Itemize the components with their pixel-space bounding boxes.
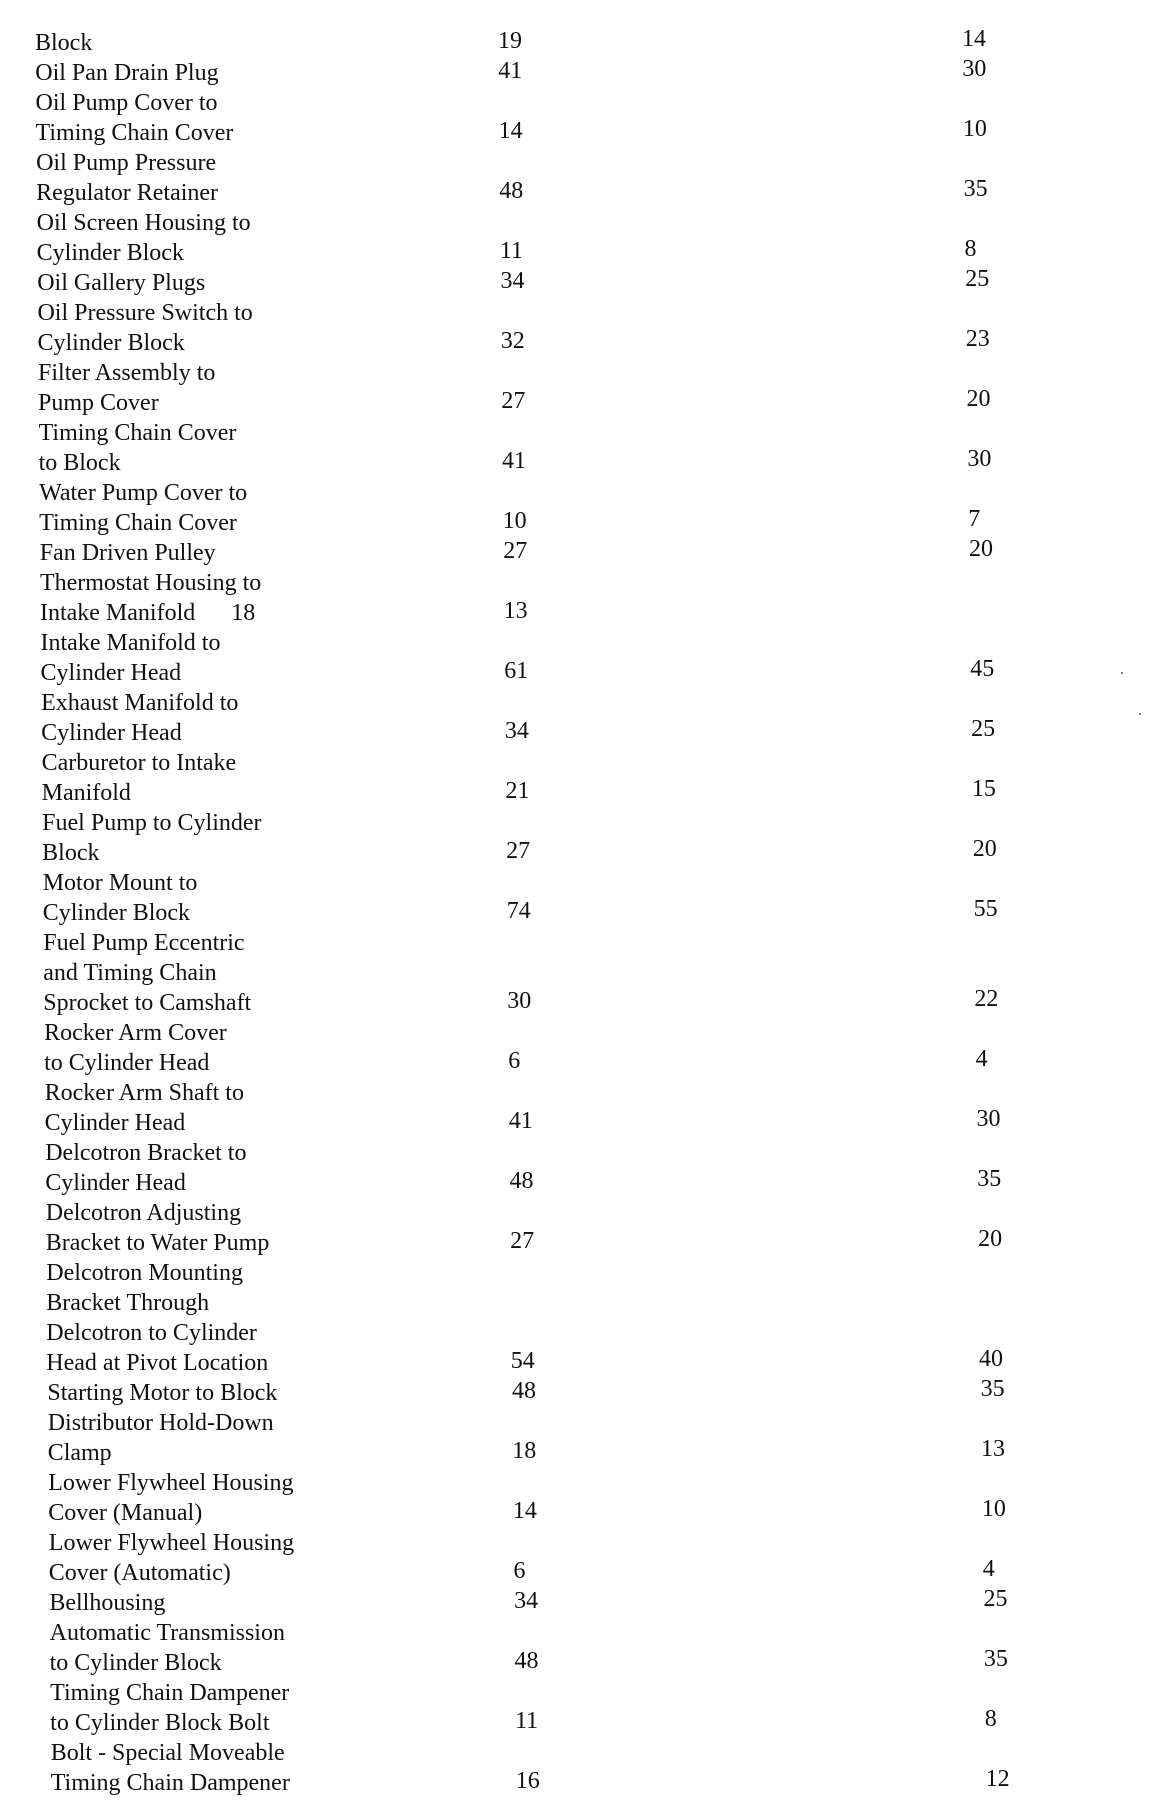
component-label xyxy=(40,538,216,568)
component-label-line: Oil Screen Housing to xyxy=(36,210,251,236)
component-label xyxy=(36,148,218,208)
spec-row xyxy=(0,478,1152,538)
torque-metric-value: 30 xyxy=(507,988,532,1014)
torque-english-value: 40 xyxy=(978,1346,1003,1372)
component-label xyxy=(40,568,261,628)
torque-english-value: 8 xyxy=(984,1706,997,1732)
component-label-line: Manifold xyxy=(41,780,131,806)
spec-row xyxy=(0,808,1152,868)
spec-row xyxy=(0,1468,1152,1528)
torque-metric-value: 14 xyxy=(512,1498,537,1524)
component-label-line: Cylinder Head xyxy=(41,720,182,746)
component-label xyxy=(41,688,238,748)
torque-metric-value: 14 xyxy=(498,118,523,144)
component-label xyxy=(35,28,92,58)
component-label-line: Oil Gallery Plugs xyxy=(37,270,206,296)
component-label xyxy=(35,58,218,88)
component-label xyxy=(49,1588,165,1618)
component-label-line: Motor Mount to xyxy=(42,870,198,896)
component-label-line: Cover (Manual) xyxy=(48,1500,203,1526)
torque-english-value: 35 xyxy=(983,1646,1008,1672)
component-label xyxy=(36,88,234,148)
torque-english-value: 15 xyxy=(971,776,996,802)
component-label xyxy=(48,1408,274,1468)
torque-english-value: 4 xyxy=(982,1556,995,1582)
torque-metric-value: 19 xyxy=(498,28,522,54)
component-label-line: and Timing Chain xyxy=(43,960,217,986)
torque-english-value: 35 xyxy=(963,176,988,202)
component-label xyxy=(37,268,205,298)
component-label-line: Thermostat Housing to xyxy=(39,570,262,596)
torque-english-value: 55 xyxy=(973,896,998,922)
spec-row xyxy=(0,1588,1152,1618)
torque-metric-value: 18 xyxy=(512,1438,537,1464)
torque-english-value: 14 xyxy=(962,26,986,52)
torque-metric-value: 41 xyxy=(508,1108,533,1134)
component-label-line: Timing Chain Dampener xyxy=(50,1770,290,1796)
component-label xyxy=(50,1618,285,1678)
torque-metric-value: 27 xyxy=(510,1228,535,1254)
component-label xyxy=(42,808,261,868)
component-label-line: Pump Cover xyxy=(38,390,159,416)
spec-row xyxy=(0,748,1152,808)
component-label-line: to Cylinder Head xyxy=(44,1050,210,1076)
component-label-line: Intake Manifold to xyxy=(40,630,221,656)
component-label xyxy=(42,748,237,808)
torque-metric-value: 27 xyxy=(503,538,528,564)
component-label-line: Timing Chain Cover xyxy=(38,420,237,446)
component-label-line: Bellhousing xyxy=(49,1590,166,1616)
component-label-line: Cylinder Block xyxy=(42,900,191,926)
component-label xyxy=(44,1018,227,1078)
component-label-line: Timing Chain Dampener xyxy=(50,1680,290,1706)
torque-english-value: 35 xyxy=(977,1166,1002,1192)
spec-row xyxy=(0,268,1152,298)
component-label-line: Fuel Pump to Cylinder xyxy=(42,810,262,836)
component-label xyxy=(45,1078,244,1138)
torque-english-value: 30 xyxy=(967,446,992,472)
component-label-line: Delcotron to Cylinder xyxy=(46,1320,257,1346)
spec-row xyxy=(0,58,1152,88)
torque-metric-value: 48 xyxy=(509,1168,534,1194)
spec-row xyxy=(0,1618,1152,1678)
spec-row xyxy=(0,418,1152,478)
component-label xyxy=(47,1378,277,1408)
spec-row xyxy=(0,538,1152,568)
component-label-line: Sprocket to Camshaft xyxy=(43,990,252,1016)
component-label-line: Regulator Retainer xyxy=(36,180,219,206)
torque-english-value: 7 xyxy=(968,506,981,532)
component-label-line: Block xyxy=(42,840,100,866)
component-label-line: Filter Assembly to xyxy=(38,360,216,386)
component-label-line: to Cylinder Block Bolt xyxy=(50,1710,270,1736)
torque-english-value: 30 xyxy=(976,1106,1001,1132)
torque-english-value: 13 xyxy=(981,1436,1006,1462)
component-label-line: Lower Flywheel Housing xyxy=(48,1530,295,1556)
component-label xyxy=(41,628,221,688)
component-label xyxy=(46,1198,270,1258)
spec-row xyxy=(0,628,1152,688)
component-label-line: Cylinder Head xyxy=(45,1170,186,1196)
component-label-line: Exhaust Manifold to xyxy=(41,690,239,716)
torque-english-value: 25 xyxy=(971,716,996,742)
component-label-line: Intake Manifold 18 xyxy=(39,600,256,626)
component-label-line: Head at Pivot Location xyxy=(46,1350,269,1376)
component-label-line: Oil Pump Pressure xyxy=(36,150,217,176)
component-label xyxy=(49,1528,294,1588)
torque-english-value: 10 xyxy=(962,116,987,142)
torque-english-value: 20 xyxy=(978,1226,1003,1252)
component-label-line: Automatic Transmission xyxy=(49,1620,285,1646)
component-label-line: Clamp xyxy=(47,1440,112,1466)
torque-metric-value: 6 xyxy=(508,1048,521,1074)
spec-row xyxy=(0,1738,1152,1798)
torque-metric-value: 6 xyxy=(513,1558,526,1584)
component-label xyxy=(37,208,251,268)
component-label xyxy=(46,1258,268,1378)
component-label-line: Bracket to Water Pump xyxy=(45,1230,270,1256)
component-label xyxy=(45,1138,246,1198)
component-label-line: Starting Motor to Block xyxy=(47,1380,278,1406)
torque-metric-value: 32 xyxy=(500,328,525,354)
component-label xyxy=(43,868,198,928)
component-label-line: to Cylinder Block xyxy=(49,1650,222,1676)
torque-english-value: 22 xyxy=(974,986,999,1012)
torque-metric-value: 11 xyxy=(515,1708,539,1734)
component-label xyxy=(39,418,237,478)
component-label-line: Distributor Hold-Down xyxy=(47,1410,274,1436)
spec-row xyxy=(0,1258,1152,1378)
torque-metric-value: 11 xyxy=(499,238,523,264)
component-label-line: Delcotron Mounting xyxy=(46,1260,243,1286)
torque-metric-value: 54 xyxy=(510,1348,535,1374)
spec-row xyxy=(0,928,1152,1018)
component-label xyxy=(43,928,251,1018)
torque-metric-value: 34 xyxy=(504,718,529,744)
torque-metric-value: 21 xyxy=(505,778,530,804)
torque-english-value: 45 xyxy=(970,656,995,682)
torque-english-value: 25 xyxy=(965,266,990,292)
component-label xyxy=(38,358,215,418)
spec-row xyxy=(0,358,1152,418)
torque-metric-value: 74 xyxy=(506,898,531,924)
component-label-line: Bracket Through xyxy=(46,1290,210,1316)
torque-metric-value: 10 xyxy=(502,508,527,534)
component-label-line: Delcotron Bracket to xyxy=(45,1140,247,1166)
spec-row xyxy=(0,1678,1152,1738)
spec-row xyxy=(0,1528,1152,1588)
component-label-line: Cylinder Head xyxy=(40,660,182,686)
component-label-line: to Block xyxy=(38,450,121,476)
component-label xyxy=(39,478,247,538)
component-label-line: Fan Driven Pulley xyxy=(39,540,216,566)
component-label-line: Cylinder Block xyxy=(36,240,184,266)
component-label-line: Bolt - Special Moveable xyxy=(50,1740,285,1766)
spec-row xyxy=(0,868,1152,928)
spec-row xyxy=(0,148,1152,208)
spec-row xyxy=(0,1198,1152,1258)
spec-row xyxy=(0,208,1152,268)
component-label-line: Cover (Automatic) xyxy=(48,1560,231,1586)
torque-english-value: 8 xyxy=(964,236,977,262)
torque-english-value: 10 xyxy=(981,1496,1006,1522)
torque-english-value: 25 xyxy=(983,1586,1008,1612)
component-label xyxy=(50,1678,289,1738)
component-label xyxy=(37,298,252,358)
component-label-line: Cylinder Block xyxy=(37,330,185,356)
component-label-line: Rocker Arm Shaft to xyxy=(44,1080,244,1106)
torque-metric-value: 48 xyxy=(499,178,524,204)
torque-metric-value: 61 xyxy=(504,658,529,684)
spec-row xyxy=(0,1408,1152,1468)
component-label-line: Delcotron Adjusting xyxy=(45,1200,242,1226)
torque-metric-value: 27 xyxy=(506,838,531,864)
torque-metric-value: 48 xyxy=(514,1648,539,1674)
component-label-line: Block xyxy=(35,30,93,56)
torque-english-value: 4 xyxy=(975,1046,988,1072)
spec-row xyxy=(0,568,1152,628)
torque-english-value: 20 xyxy=(969,536,994,562)
component-label-line: Lower Flywheel Housing xyxy=(48,1470,294,1496)
spec-row xyxy=(0,688,1152,748)
torque-metric-value: 16 xyxy=(515,1768,540,1794)
torque-metric-value: 41 xyxy=(498,58,523,84)
component-label-line: Timing Chain Cover xyxy=(39,510,237,536)
spec-row xyxy=(0,1378,1152,1408)
torque-metric-value: 41 xyxy=(502,448,527,474)
component-label-line: Rocker Arm Cover xyxy=(44,1020,227,1046)
component-label-line: Cylinder Head xyxy=(44,1110,186,1136)
torque-metric-value: 27 xyxy=(501,388,526,414)
spec-row xyxy=(0,298,1152,358)
component-label xyxy=(51,1738,290,1798)
component-label-line: Timing Chain Cover xyxy=(35,120,234,146)
component-label-line: Oil Pan Drain Plug xyxy=(35,60,219,86)
spec-row xyxy=(0,1138,1152,1198)
component-label-line: Fuel Pump Eccentric xyxy=(43,930,245,956)
component-label-line: Oil Pump Cover to xyxy=(35,90,218,116)
torque-english-value: 12 xyxy=(985,1766,1010,1792)
torque-english-value: 35 xyxy=(980,1376,1005,1402)
torque-english-value: 30 xyxy=(962,56,987,82)
component-label-line: Carburetor to Intake xyxy=(41,750,237,776)
component-label-line: Oil Pressure Switch to xyxy=(37,300,253,326)
spec-row xyxy=(0,1078,1152,1138)
spec-row xyxy=(0,88,1152,148)
component-label xyxy=(48,1468,293,1528)
torque-metric-value: 13 xyxy=(503,598,528,624)
stray-mark xyxy=(1139,713,1141,715)
spec-row xyxy=(0,1018,1152,1078)
torque-metric-value: 48 xyxy=(511,1378,536,1404)
torque-metric-value: 34 xyxy=(514,1588,539,1614)
torque-english-value: 20 xyxy=(972,836,997,862)
stray-mark xyxy=(1121,672,1123,674)
torque-english-value: 20 xyxy=(966,386,991,412)
component-label-line: Water Pump Cover to xyxy=(39,480,248,506)
torque-metric-value: 34 xyxy=(500,268,525,294)
torque-english-value: 23 xyxy=(965,326,990,352)
